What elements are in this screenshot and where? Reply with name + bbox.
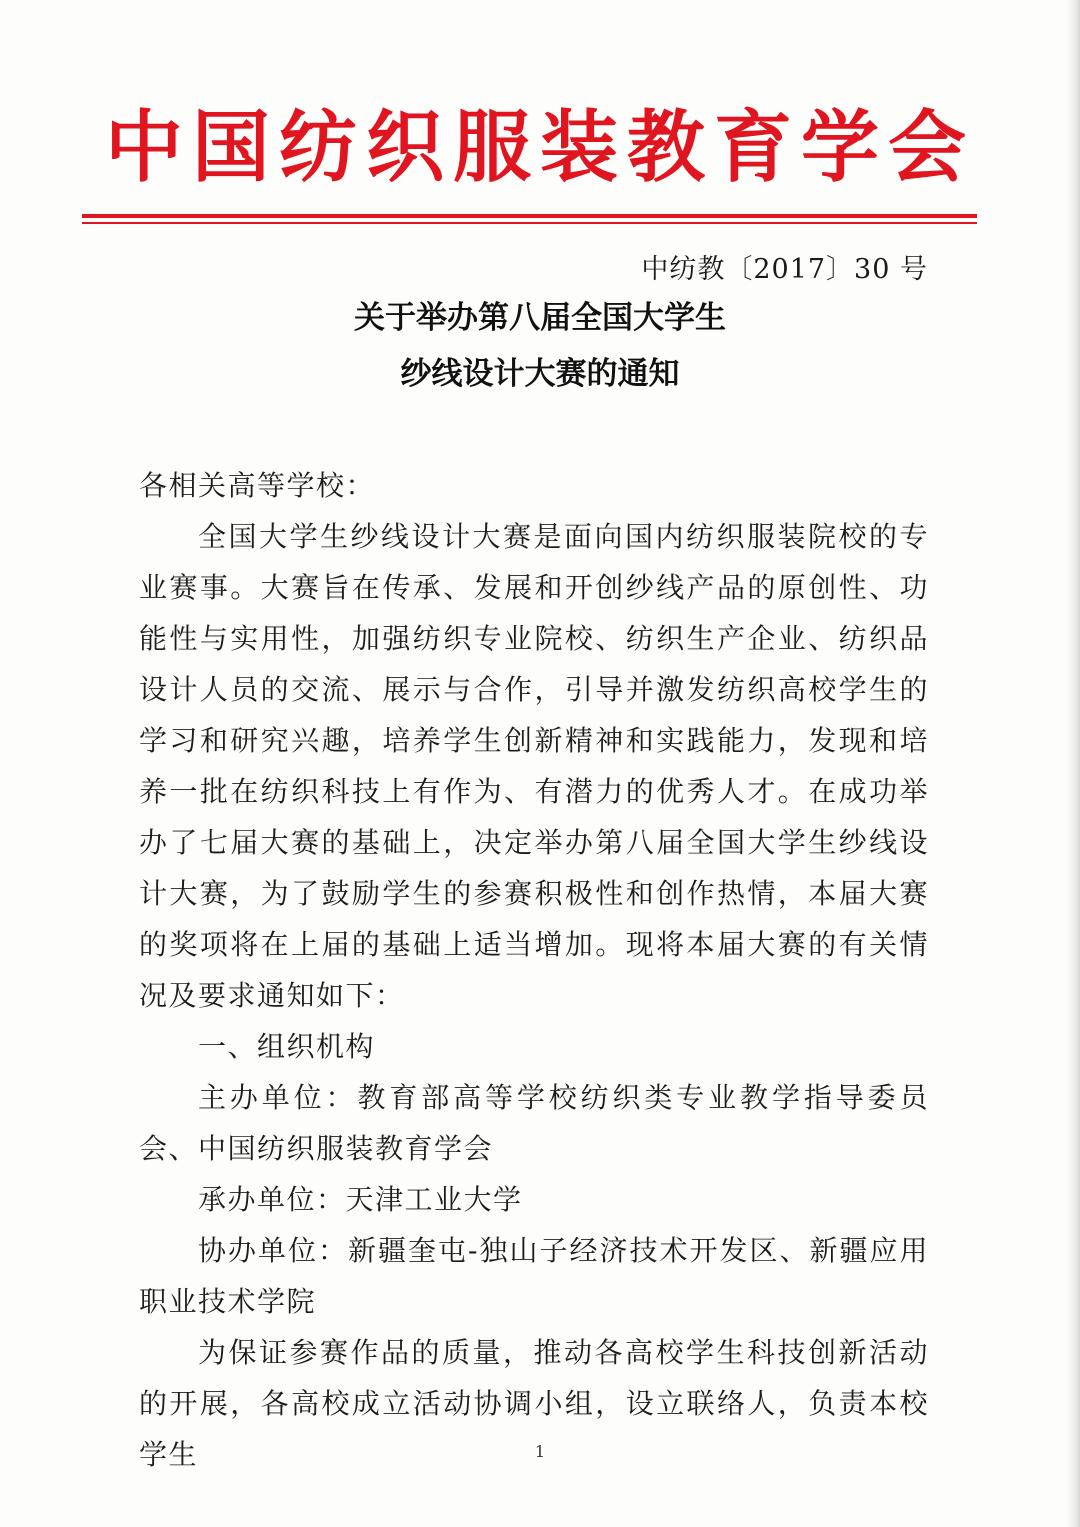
document-number: 中纺教〔2017〕30 号 bbox=[641, 254, 928, 285]
document-title-line-1: 关于举办第八届全国大学生 bbox=[354, 300, 726, 336]
paragraph-organizer: 承办单位：天津工业大学 bbox=[198, 1183, 523, 1216]
section-heading-organization: 一、组织机构 bbox=[198, 1030, 376, 1063]
paragraph-intro: 全国大学生纱线设计大赛是面向国内纺织服装院校的专业赛事。大赛旨在传承、发展和开创纱线产品的原创性、功能性与实用性，加强纺织专业院校、纺织生产企业、纺织品设计人员的交流、展示与合作，引导并激发纺织高校学生的学习和研究兴趣，培养学生创新精神和实践能力，发现和培养一批在纺织科技上有作为、有潜力的优秀人才。在成功举办了七届大赛的基础上，决定举办第八届全国大学生纱线设计大赛，为了鼓励学生的参赛积极性和创作热情，本届大赛的奖项将在上届的基础上适当增加。现将本届大赛的有关情况及要求通知如下： bbox=[139, 520, 929, 1012]
paragraph-co-organizer: 协办单位：新疆奎屯-独山子经济技术开发区、新疆应用职业技术学院 bbox=[139, 1234, 929, 1318]
organization-masthead: 中国纺织服装教育学会 bbox=[104, 103, 975, 193]
document-body bbox=[139, 460, 929, 1480]
masthead-red-rule-thick bbox=[82, 214, 977, 218]
salutation: 各相关高等学校： bbox=[139, 469, 376, 502]
masthead-red-rule-thin bbox=[82, 222, 977, 224]
paragraph-coordination: 为保证参赛作品的质量，推动各高校学生科技创新活动的开展，各高校成立活动协调小组，设立联络人，负责本校学生 bbox=[139, 1336, 929, 1471]
paragraph-host: 主办单位：教育部高等学校纺织类专业教学指导委员会、中国纺织服装教育学会 bbox=[139, 1081, 929, 1165]
page-number: 1 bbox=[534, 1442, 546, 1461]
document-title-line-2: 纱线设计大赛的通知 bbox=[400, 356, 680, 392]
scan-edge-shadow bbox=[1066, 0, 1080, 1527]
